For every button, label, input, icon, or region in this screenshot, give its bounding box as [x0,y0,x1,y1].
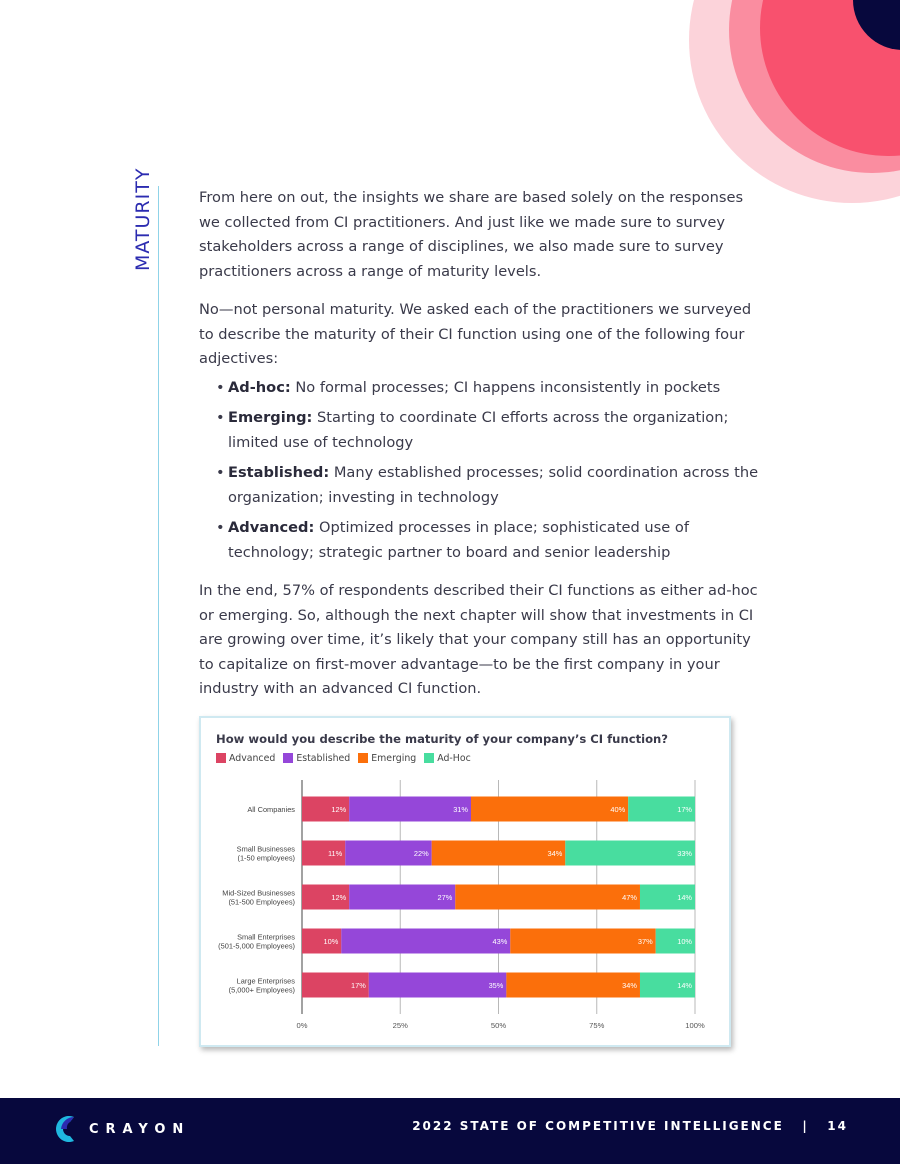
page-number: 14 [827,1119,848,1133]
legend-swatch [283,753,293,763]
legend-item [424,752,471,764]
bar-value-label: 34% [622,980,637,990]
category-label: Small Enterprises [237,932,295,942]
legend-swatch [358,753,368,763]
footer-separator: | [802,1119,809,1133]
legend-item [216,752,275,764]
category-label: Small Businesses [236,844,295,854]
footer-title [412,1119,848,1133]
section-side-rule [158,186,159,1046]
bullet-dot: • [216,409,225,426]
maturity-level-description: Starting to coordinate CI efforts across the organization; limited use of technology [228,409,729,451]
bar-segment [565,841,695,866]
legend-item [283,752,350,764]
category-label: (5,000+ Employees) [228,985,295,995]
legend-item [358,752,416,764]
x-tick-label: 75% [589,1021,605,1030]
legend-label: Ad-Hoc [437,752,471,764]
maturity-level-item [199,376,764,401]
maturity-levels-list [199,376,764,566]
bar-value-label: 10% [677,936,692,946]
bar-segment [369,973,507,998]
bar-segment [455,885,640,910]
body-text [199,186,764,716]
bar-value-label: 35% [488,980,504,990]
intro-paragraph-1: From here on out, the insights we share are based solely on the responses we collected from CI practitioners. And just like we made sure to survey stakeholders across a range of disciplines, we also made sure to survey practitioners across a range of maturity levels. [199,189,744,280]
category-label: Mid-Sized Businesses [222,888,295,898]
bar-value-label: 17% [351,980,366,990]
bar-value-label: 14% [677,980,692,990]
legend-label: Advanced [229,752,276,764]
legend-label: Established [296,752,351,764]
bar-value-label: 47% [622,892,637,902]
x-tick-label: 0% [296,1021,308,1030]
category-label: Large Enterprises [236,976,295,986]
category-label: (1-50 employees) [237,853,295,863]
x-tick-label: 25% [392,1021,408,1030]
x-tick-label: 50% [490,1021,507,1030]
bar-value-label: 34% [547,848,563,858]
bar-segment [471,797,628,822]
report-title: 2022 STATE OF COMPETITIVE INTELLIGENCE [412,1119,784,1133]
bar-segment [341,929,510,954]
maturity-level-term: Established: [228,464,330,481]
chart-title: How would you describe the maturity of your company’s CI function? [216,732,669,746]
maturity-level-item [199,516,764,565]
legend-label: Emerging [371,752,417,764]
maturity-chart [199,716,731,1047]
maturity-level-description: Many established processes; solid coordination across the organization; investing in technology [228,464,759,506]
section-side-label: MATURITY [132,167,154,271]
bar-segment [506,973,640,998]
category-label: (51-500 Employees) [228,897,295,907]
bar-value-label: 12% [331,892,347,902]
maturity-level-description: No formal processes; CI happens inconsistently in pockets [295,378,721,396]
category-label: (501-5,000 Employees) [218,941,295,951]
bar-value-label: 10% [323,936,339,946]
bar-value-label: 27% [437,892,453,902]
maturity-level-item [199,406,764,455]
bar-value-label: 31% [453,804,468,814]
bar-value-label: 14% [677,892,692,902]
page-footer [0,1098,900,1164]
bullet-dot: • [216,519,225,536]
bar-segment [432,841,566,866]
chart-canvas [201,718,729,1045]
bar-value-label: 11% [327,848,343,858]
bar-value-label: 37% [637,936,653,946]
brand-logo [53,1114,190,1144]
legend-swatch [216,753,226,763]
conclusion-paragraph: In the end, 57% of respondents described their CI functions as either ad-hoc or emerging. So, although the next chapter will show that investments in CI are growing over time, it’s likely that your company still has an opportunity to capitalize on first-mover advantage—to be the first company in your industry with an advanced CI function. [199,582,758,697]
bar-value-label: 12% [331,804,347,814]
maturity-level-term: Emerging: [228,409,313,426]
brand-name: CRAYON [89,1121,191,1137]
category-label: All Companies [247,804,295,814]
bar-value-label: 22% [413,848,429,858]
bar-value-label: 33% [677,848,692,858]
chart-legend [216,752,471,764]
maturity-level-description: Optimized processes in place; sophisticated use of technology; strategic partner to board and senior leadership [228,519,689,561]
x-tick-label: 100% [685,1021,705,1030]
maturity-level-term: Ad-hoc: [228,378,291,396]
bar-segment [510,929,655,954]
bar-value-label: 43% [492,936,508,946]
bullet-dot: • [216,378,225,396]
maturity-level-term: Advanced: [228,519,315,536]
legend-swatch [424,753,434,763]
bullet-dot: • [216,464,225,481]
bar-value-label: 40% [610,804,626,814]
maturity-level-item [199,461,764,510]
intro-paragraph-2: No—not personal maturity. We asked each of the practitioners we surveyed to describe the maturity of their CI function using one of the following four adjectives: [199,301,752,367]
crayon-logo-icon [53,1114,75,1144]
bar-value-label: 17% [677,804,692,814]
